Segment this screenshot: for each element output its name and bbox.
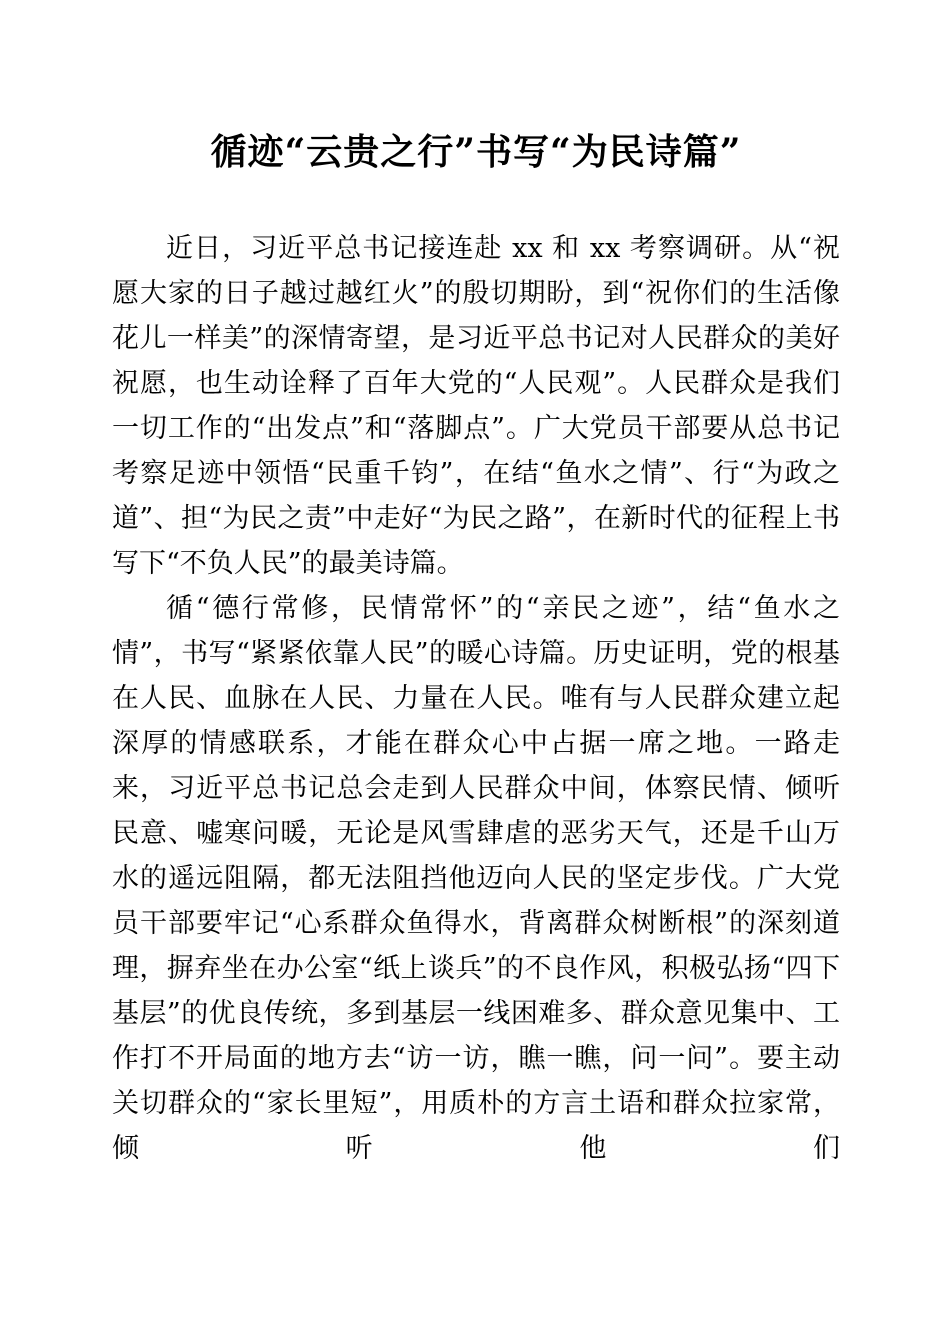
paragraph-1: 近日，习近平总书记接连赴 xx 和 xx 考察调研。从“祝愿大家的日子越过越红火”的殷切期盼，到“祝你们的生活像花儿一样美”的深情寄望，是习近平总书记对人民群众的美好祝愿，也生动诠释了百年大党的“人民观”。人民群众是我们一切工作的“出发点”和“落脚点”。广大党员干部要从总书记考察足迹中领悟“民重千钧”，在结“鱼水之情”、行“为政之道”、担“为民之责”中走好“为民之路”，在新时代的征程上书写下“不负人民”的最美诗篇。 <box>112 233 840 579</box>
paragraph-2: 循“德行常修，民情常怀”的“亲民之迹”，结“鱼水之情”，书写“紧紧依靠人民”的暖心诗篇。历史证明，党的根基在人民、血脉在人民、力量在人民。唯有与人民群众建立起深厚的情感联系，才能在群众心中占据一席之地。一路走来，习近平总书记总会走到人民群众中间，体察民情、倾听民意、嘘寒问暖，无论是风雪肆虐的恶劣天气，还是千山万水的遥远阻隔，都无法阻挡他迈向人民的坚定步伐。广大党员干部要牢记“心系群众鱼得水，背离群众树断根”的深刻道理，摒弃坐在办公室“纸上谈兵”的不良作风，积极弘扬“四下基层”的优良传统，多到基层一线困难多、群众意见集中、工作打不开局面的地方去“访一访，瞧一瞧，问一问”。要主动关切群众的“家长里短”，用质朴的方言土语和群众拉家常，倾听他们 <box>112 593 840 1164</box>
document-title: 循迹“云贵之行”书写“为民诗篇” <box>210 131 742 173</box>
document-body <box>112 226 840 1171</box>
document-content <box>0 128 950 1171</box>
